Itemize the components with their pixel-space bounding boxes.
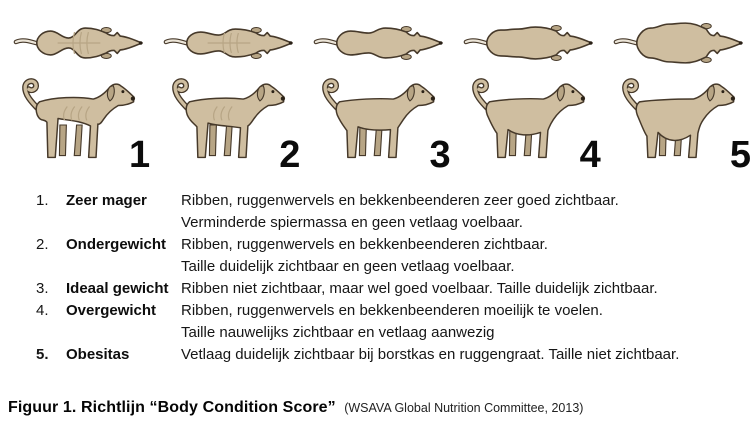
dog-side-panel-4 (453, 74, 603, 176)
description-line: Ribben, ruggenwervels en bekkenbeenderen zichtbaar. (181, 236, 548, 253)
dog-top-view-overweight-icon (453, 18, 602, 68)
score-number-3: 3 (429, 134, 450, 176)
score-column-3 (302, 14, 452, 176)
description-line: Verminderde spiermassa en geen vetlaag voelbaar. (181, 214, 523, 231)
description-line: Ribben, ruggenwervels en bekkenbeenderen zeer goed zichtbaar. (181, 192, 619, 209)
dog-top-view-ideal-icon (303, 18, 452, 68)
bcs-item-overgewicht (36, 300, 755, 344)
dog-side-panel-2 (152, 74, 302, 176)
score-number-1: 1 (129, 134, 150, 176)
bcs-item-term: Ideaal gewicht (66, 280, 169, 297)
bcs-description-list (36, 190, 755, 366)
figure-caption-source: (WSAVA Global Nutrition Committee, 2013) (344, 401, 584, 415)
score-column-1 (2, 14, 152, 176)
dog-side-panel-1 (2, 74, 152, 176)
bcs-item-ondergewicht (36, 234, 755, 278)
bcs-item-description (181, 278, 755, 300)
bcs-item-description (181, 234, 755, 278)
bcs-item-number: 3. (36, 280, 49, 297)
score-column-5 (603, 14, 753, 176)
bcs-item-description (181, 300, 755, 344)
bcs-item-obesitas (36, 344, 755, 366)
bcs-item-zeer-mager (36, 190, 755, 234)
bcs-item-number: 1. (36, 192, 49, 209)
figure-caption-title: Figuur 1. Richtlijn “Body Condition Score” (8, 399, 336, 416)
description-line: Ribben niet zichtbaar, maar wel goed voelbaar. Taille duidelijk zichtbaar. (181, 280, 658, 297)
bcs-item-term: Overgewicht (66, 302, 157, 319)
bcs-item-term: Zeer mager (66, 192, 147, 209)
dog-side-panel-3 (302, 74, 452, 176)
dog-side-view-very-thin-icon (8, 74, 150, 176)
score-column-2 (152, 14, 302, 176)
score-number-5: 5 (729, 134, 750, 176)
description-line: Taille nauwelijks zichtbaar en vetlaag aanwezig (181, 324, 495, 341)
dog-side-view-obese-icon (608, 74, 747, 176)
dog-side-panel-5 (603, 74, 753, 176)
bcs-item-number: 2. (36, 236, 49, 253)
description-line: Taille duidelijk zichtbaar en geen vetlaag voelbaar. (181, 258, 515, 275)
bcs-item-number: 5. (36, 346, 49, 363)
dog-side-view-ideal-icon (308, 74, 450, 176)
score-number-4: 4 (579, 134, 600, 176)
description-line: Ribben, ruggenwervels en bekkenbeenderen moeilijk te voelen. (181, 302, 603, 319)
score-column-4 (453, 14, 603, 176)
dog-illustration-grid (0, 0, 755, 176)
bcs-item-ideaal-gewicht (36, 278, 755, 300)
dog-side-view-underweight-icon (158, 74, 300, 176)
description-line: Vetlaag duidelijk zichtbaar bij borstkas en ruggengraat. Taille niet zichtbaar. (181, 346, 680, 363)
figure-caption (8, 399, 583, 417)
bcs-item-term: Ondergewicht (66, 236, 167, 253)
dog-top-view-obese-icon (603, 18, 752, 68)
bcs-item-description (181, 344, 755, 366)
dog-top-view-underweight-icon (153, 18, 302, 68)
dog-top-view-very-thin-icon (3, 18, 152, 68)
bcs-item-description (181, 190, 755, 234)
bcs-item-number: 4. (36, 302, 49, 319)
dog-side-view-overweight-icon (458, 74, 597, 176)
score-number-2: 2 (279, 134, 300, 176)
bcs-item-term: Obesitas (66, 346, 130, 363)
